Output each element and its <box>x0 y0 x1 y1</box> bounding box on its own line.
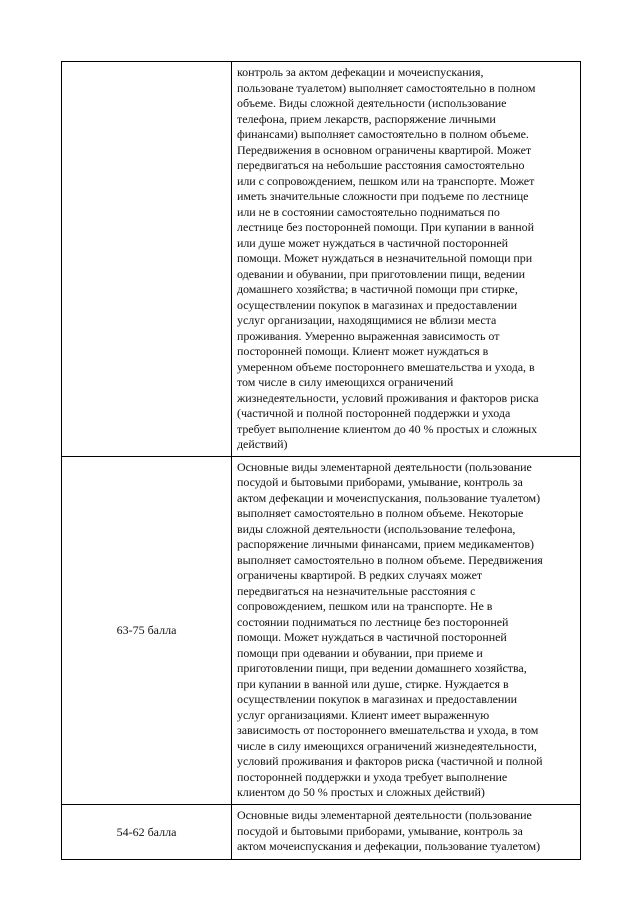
description-line: посторонней поддержки и ухода требует выполнение <box>237 769 508 784</box>
description-line: осуществлении покупок в магазинах и предоставлении <box>237 692 518 706</box>
description-line: лестнице без посторонней помощи. При купании в ванной <box>237 220 534 234</box>
description-line: виды сложной деятельности (использование телефона, <box>237 521 516 536</box>
description-line: домашнего хозяйства; в частичной помощи при стирке, <box>237 282 518 296</box>
description-line: приготовлении пищи, при ведении домашнего хозяйства, <box>237 661 527 675</box>
score-label: 63-75 балла <box>116 623 177 637</box>
description-line: посудой и бытовыми приборами, умывание, контроль за <box>237 823 523 838</box>
description-line: Основные виды элементарной деятельности (пользование <box>237 808 532 823</box>
score-label: 54-62 балла <box>116 824 177 839</box>
description-line: выполняет самостоятельно в полном объеме. Передвижения <box>237 552 543 567</box>
description-line: одевании и обувании, при приготовлении пищи, ведении <box>237 266 526 281</box>
description-line: (частичной и полной посторонней поддержки и ухода <box>237 406 511 420</box>
description-line: посторонней помощи. Клиент может нуждаться в <box>237 344 489 358</box>
description-line: услуг организациями. Клиент имеет выраженную <box>237 707 490 722</box>
description-line: числе в силу имеющихся ограничений жизнедеятельности, <box>237 738 537 753</box>
description-line: услуг организации, находящимися не вблизи места <box>237 313 497 327</box>
description-line: передвигаться на небольшие расстояния самостоятельно <box>237 158 525 172</box>
description-line: зависимость от постороннего вмешательства и ухода, в том <box>237 723 539 737</box>
description-line: пользоване туалетом) выполняет самостоятельно в полном <box>237 80 536 95</box>
description-line: актом мочеиспускания и дефекации, пользование туалетом) <box>237 839 541 854</box>
description-line: телефона, прием лекарств, распоряжение личными <box>237 111 496 126</box>
description-line: состоянии подниматься по лестнице без посторонней <box>237 614 509 629</box>
table-row <box>62 804 581 859</box>
description-line: действий) <box>237 437 288 451</box>
description-line: осуществлении покупок в магазинах и предоставлении <box>237 297 518 312</box>
description-line: или с сопровождением, пешком или на транспорте. Может <box>237 173 535 188</box>
description-line: объеме. Виды сложной деятельности (использование <box>237 96 507 110</box>
description-line: или душе может нуждаться в частичной посторонней <box>237 235 508 250</box>
description-line: при купании в ванной или душе, стирке. Нуждается в <box>237 676 509 691</box>
table-row <box>62 62 581 457</box>
description-cell <box>232 804 581 859</box>
description-cell <box>232 62 581 457</box>
description-line: сопровождением, пешком или на транспорте. Не в <box>237 599 493 613</box>
description-line: том числе в силу имеющихся ограничений <box>237 375 454 389</box>
description-line: умеренном объеме постороннего вмешательства и ухода, в <box>237 359 535 374</box>
description-line: помощи при одевании и обувании, при приеме и <box>237 645 483 660</box>
description-line: Основные виды элементарной деятельности (пользование <box>237 459 532 474</box>
description-line: посудой и бытовыми приборами, умывание, контроль за <box>237 475 523 489</box>
care-level-table <box>61 61 581 860</box>
description-line: Передвижения в основном ограничены квартирой. Может <box>237 142 532 157</box>
description-cell <box>232 456 581 804</box>
score-cell <box>62 62 232 457</box>
score-cell <box>62 456 232 804</box>
description-line: контроль за актом дефекации и мочеиспускания, <box>237 65 484 79</box>
description-line: требует выполнение клиентом до 40 % простых и сложных <box>237 421 538 436</box>
score-cell <box>62 804 232 859</box>
description-line: ограничены квартирой. В редких случаях может <box>237 568 483 582</box>
description-line: выполняет самостоятельно в полном объеме. Некоторые <box>237 506 524 520</box>
description-line: распоряжение личными финансами, прием медикаментов) <box>237 537 534 551</box>
description-line: помощи. Может нуждаться в незначительной помощи при <box>237 251 533 265</box>
description-line: передвигаться на незначительные расстояния с <box>237 583 476 598</box>
description-line: клиентом до 50 % простых и сложных действий) <box>237 785 485 799</box>
description-line: проживания. Умеренно выраженная зависимость от <box>237 328 500 343</box>
description-line: условий проживания и факторов риска (частичной и полной <box>237 754 543 768</box>
description-line: финансами) выполняет самостоятельно в полном объеме. <box>237 127 529 141</box>
table-row <box>62 456 581 804</box>
description-line: актом дефекации и мочеиспускания, пользование туалетом) <box>237 490 541 505</box>
description-line: помощи. Может нуждаться в частичной посторонней <box>237 630 507 644</box>
description-line: иметь значительные сложности при подъеме по лестнице <box>237 189 529 203</box>
description-line: жизнедеятельности, условий проживания и факторов риска <box>237 390 539 405</box>
description-line: или не в состоянии самостоятельно подниматься по <box>237 204 500 219</box>
